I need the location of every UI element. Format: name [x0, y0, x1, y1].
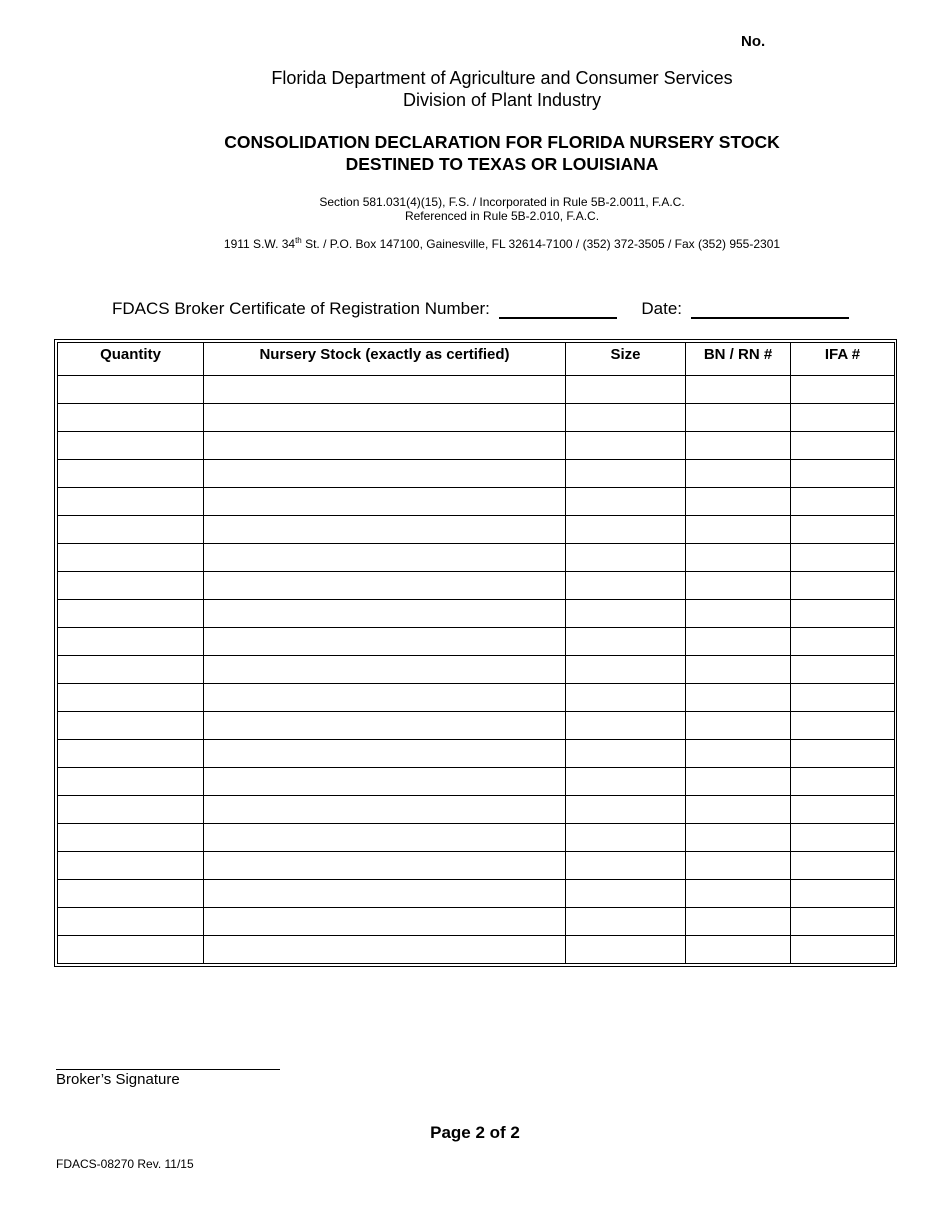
cell-quantity[interactable]: [58, 824, 204, 852]
table-row: [58, 544, 895, 572]
table-row: [58, 376, 895, 404]
table-row: [58, 768, 895, 796]
registration-row: [112, 299, 849, 319]
cell-size[interactable]: [566, 740, 686, 768]
cell-quantity[interactable]: [58, 880, 204, 908]
cell-bn-rn[interactable]: [686, 460, 791, 488]
cell-quantity[interactable]: [58, 852, 204, 880]
table-row: [58, 404, 895, 432]
cell-ifa[interactable]: [791, 908, 895, 936]
table-row: [58, 824, 895, 852]
cell-nursery-stock[interactable]: [204, 544, 566, 572]
statute-line1: Section 581.031(4)(15), F.S. / Incorporated in Rule 5B-2.0011, F.A.C.: [319, 195, 685, 209]
table-row: [58, 460, 895, 488]
cell-nursery-stock[interactable]: [204, 432, 566, 460]
table-row: [58, 656, 895, 684]
cell-bn-rn[interactable]: [686, 852, 791, 880]
cell-ifa[interactable]: [791, 628, 895, 656]
cell-quantity[interactable]: [58, 740, 204, 768]
cell-ifa[interactable]: [791, 740, 895, 768]
column-header-size: Size: [566, 343, 686, 376]
cell-nursery-stock[interactable]: [204, 824, 566, 852]
cell-bn-rn[interactable]: [686, 488, 791, 516]
cell-bn-rn[interactable]: [686, 432, 791, 460]
column-header-quantity: Quantity: [58, 343, 204, 376]
cell-ifa[interactable]: [791, 852, 895, 880]
cell-quantity[interactable]: [58, 460, 204, 488]
cell-bn-rn[interactable]: [686, 936, 791, 964]
cell-ifa[interactable]: [791, 376, 895, 404]
cell-size[interactable]: [566, 852, 686, 880]
cell-ifa[interactable]: [791, 544, 895, 572]
signature-line[interactable]: [56, 1069, 280, 1070]
cell-ifa[interactable]: [791, 712, 895, 740]
cell-nursery-stock[interactable]: [204, 404, 566, 432]
cell-quantity[interactable]: [58, 768, 204, 796]
address-superscript: th: [295, 236, 302, 245]
cell-size[interactable]: [566, 460, 686, 488]
cell-nursery-stock[interactable]: [204, 740, 566, 768]
cell-quantity[interactable]: [58, 796, 204, 824]
cell-size[interactable]: [566, 544, 686, 572]
cell-size[interactable]: [566, 768, 686, 796]
form-number-label: No.: [741, 33, 766, 50]
cell-size[interactable]: [566, 908, 686, 936]
cell-bn-rn[interactable]: [686, 656, 791, 684]
table-row: [58, 936, 895, 964]
cell-quantity[interactable]: [58, 908, 204, 936]
table-row: [58, 488, 895, 516]
cell-nursery-stock[interactable]: [204, 768, 566, 796]
cell-quantity[interactable]: [58, 712, 204, 740]
cell-size[interactable]: [566, 600, 686, 628]
table-row: [58, 796, 895, 824]
column-header-nursery-stock: Nursery Stock (exactly as certified): [204, 343, 566, 376]
cell-bn-rn[interactable]: [686, 376, 791, 404]
cell-nursery-stock[interactable]: [204, 600, 566, 628]
table-row: [58, 432, 895, 460]
address-part2: St. / P.O. Box 147100, Gainesville, FL 32614-7100 / (352) 372-3505 / Fax (352) 955-2301: [301, 237, 781, 251]
statute-references: [0, 195, 950, 223]
cell-nursery-stock[interactable]: [204, 936, 566, 964]
cell-nursery-stock[interactable]: [204, 852, 566, 880]
cell-quantity[interactable]: [58, 628, 204, 656]
cell-quantity[interactable]: [58, 656, 204, 684]
statute-line2: Referenced in Rule 5B-2.010, F.A.C.: [404, 209, 600, 223]
table-row: [58, 852, 895, 880]
cell-quantity[interactable]: [58, 432, 204, 460]
cell-quantity[interactable]: [58, 544, 204, 572]
cell-size[interactable]: [566, 404, 686, 432]
table-body: [58, 376, 895, 964]
cell-nursery-stock[interactable]: [204, 516, 566, 544]
cell-ifa[interactable]: [791, 404, 895, 432]
cell-nursery-stock[interactable]: [204, 880, 566, 908]
cell-bn-rn[interactable]: [686, 600, 791, 628]
date-label: Date:: [641, 299, 683, 318]
table-header-row: [58, 343, 895, 376]
cell-bn-rn[interactable]: [686, 572, 791, 600]
cell-nursery-stock[interactable]: [204, 656, 566, 684]
cell-size[interactable]: [566, 684, 686, 712]
date-field[interactable]: [691, 299, 849, 319]
nursery-stock-table-frame: [54, 339, 897, 967]
cell-nursery-stock[interactable]: [204, 460, 566, 488]
cell-quantity[interactable]: [58, 376, 204, 404]
agency-address: [0, 236, 950, 251]
cell-bn-rn[interactable]: [686, 796, 791, 824]
table-row: [58, 628, 895, 656]
cell-bn-rn[interactable]: [686, 516, 791, 544]
form-title-line1: CONSOLIDATION DECLARATION FOR FLORIDA NURSERY STOCK: [224, 132, 780, 152]
table-row: [58, 712, 895, 740]
cell-nursery-stock[interactable]: [204, 572, 566, 600]
cell-size[interactable]: [566, 432, 686, 460]
cell-ifa[interactable]: [791, 488, 895, 516]
cell-nursery-stock[interactable]: [204, 628, 566, 656]
form-title-line2: DESTINED TO TEXAS OR LOUISIANA: [345, 154, 659, 174]
cell-quantity[interactable]: [58, 572, 204, 600]
form-id: FDACS-08270 Rev. 11/15: [56, 1157, 194, 1171]
cell-ifa[interactable]: [791, 516, 895, 544]
division-name: Division of Plant Industry: [402, 90, 602, 110]
cell-bn-rn[interactable]: [686, 712, 791, 740]
cell-nursery-stock[interactable]: [204, 712, 566, 740]
cell-nursery-stock[interactable]: [204, 908, 566, 936]
cell-ifa[interactable]: [791, 684, 895, 712]
cell-quantity[interactable]: [58, 600, 204, 628]
table-row: [58, 572, 895, 600]
cell-bn-rn[interactable]: [686, 544, 791, 572]
cell-nursery-stock[interactable]: [204, 488, 566, 516]
cell-size[interactable]: [566, 628, 686, 656]
table-row: [58, 740, 895, 768]
cell-bn-rn[interactable]: [686, 824, 791, 852]
cell-ifa[interactable]: [791, 600, 895, 628]
cell-size[interactable]: [566, 880, 686, 908]
cell-ifa[interactable]: [791, 656, 895, 684]
cell-ifa[interactable]: [791, 768, 895, 796]
registration-number-label: FDACS Broker Certificate of Registration Number:: [112, 299, 490, 318]
cell-bn-rn[interactable]: [686, 404, 791, 432]
cell-size[interactable]: [566, 516, 686, 544]
cell-ifa[interactable]: [791, 796, 895, 824]
form-title: [0, 131, 950, 175]
cell-size[interactable]: [566, 376, 686, 404]
table-row: [58, 516, 895, 544]
page-number: Page 2 of 2: [430, 1123, 520, 1142]
cell-bn-rn[interactable]: [686, 684, 791, 712]
agency-name: Florida Department of Agriculture and Consumer Services: [271, 68, 733, 88]
cell-quantity[interactable]: [58, 936, 204, 964]
nursery-stock-table: [57, 342, 895, 964]
cell-ifa[interactable]: [791, 824, 895, 852]
cell-size[interactable]: [566, 572, 686, 600]
address-part1: 1911 S.W. 34: [223, 237, 296, 251]
cell-quantity[interactable]: [58, 488, 204, 516]
cell-ifa[interactable]: [791, 460, 895, 488]
cell-ifa[interactable]: [791, 936, 895, 964]
registration-number-field[interactable]: [499, 299, 617, 319]
cell-nursery-stock[interactable]: [204, 796, 566, 824]
table-row: [58, 600, 895, 628]
cell-quantity[interactable]: [58, 516, 204, 544]
cell-size[interactable]: [566, 824, 686, 852]
cell-size[interactable]: [566, 488, 686, 516]
signature-label: Broker’s Signature: [56, 1071, 180, 1088]
cell-quantity[interactable]: [58, 684, 204, 712]
cell-quantity[interactable]: [58, 404, 204, 432]
cell-bn-rn[interactable]: [686, 628, 791, 656]
cell-bn-rn[interactable]: [686, 768, 791, 796]
cell-size[interactable]: [566, 936, 686, 964]
cell-ifa[interactable]: [791, 432, 895, 460]
cell-nursery-stock[interactable]: [204, 684, 566, 712]
cell-size[interactable]: [566, 712, 686, 740]
column-header-ifa: IFA #: [791, 343, 895, 376]
cell-size[interactable]: [566, 656, 686, 684]
table-row: [58, 684, 895, 712]
cell-bn-rn[interactable]: [686, 908, 791, 936]
table-row: [58, 908, 895, 936]
cell-ifa[interactable]: [791, 880, 895, 908]
cell-bn-rn[interactable]: [686, 880, 791, 908]
cell-bn-rn[interactable]: [686, 740, 791, 768]
cell-ifa[interactable]: [791, 572, 895, 600]
cell-nursery-stock[interactable]: [204, 376, 566, 404]
agency-header: [0, 67, 950, 111]
table-row: [58, 880, 895, 908]
column-header-bn-rn: BN / RN #: [686, 343, 791, 376]
cell-size[interactable]: [566, 796, 686, 824]
